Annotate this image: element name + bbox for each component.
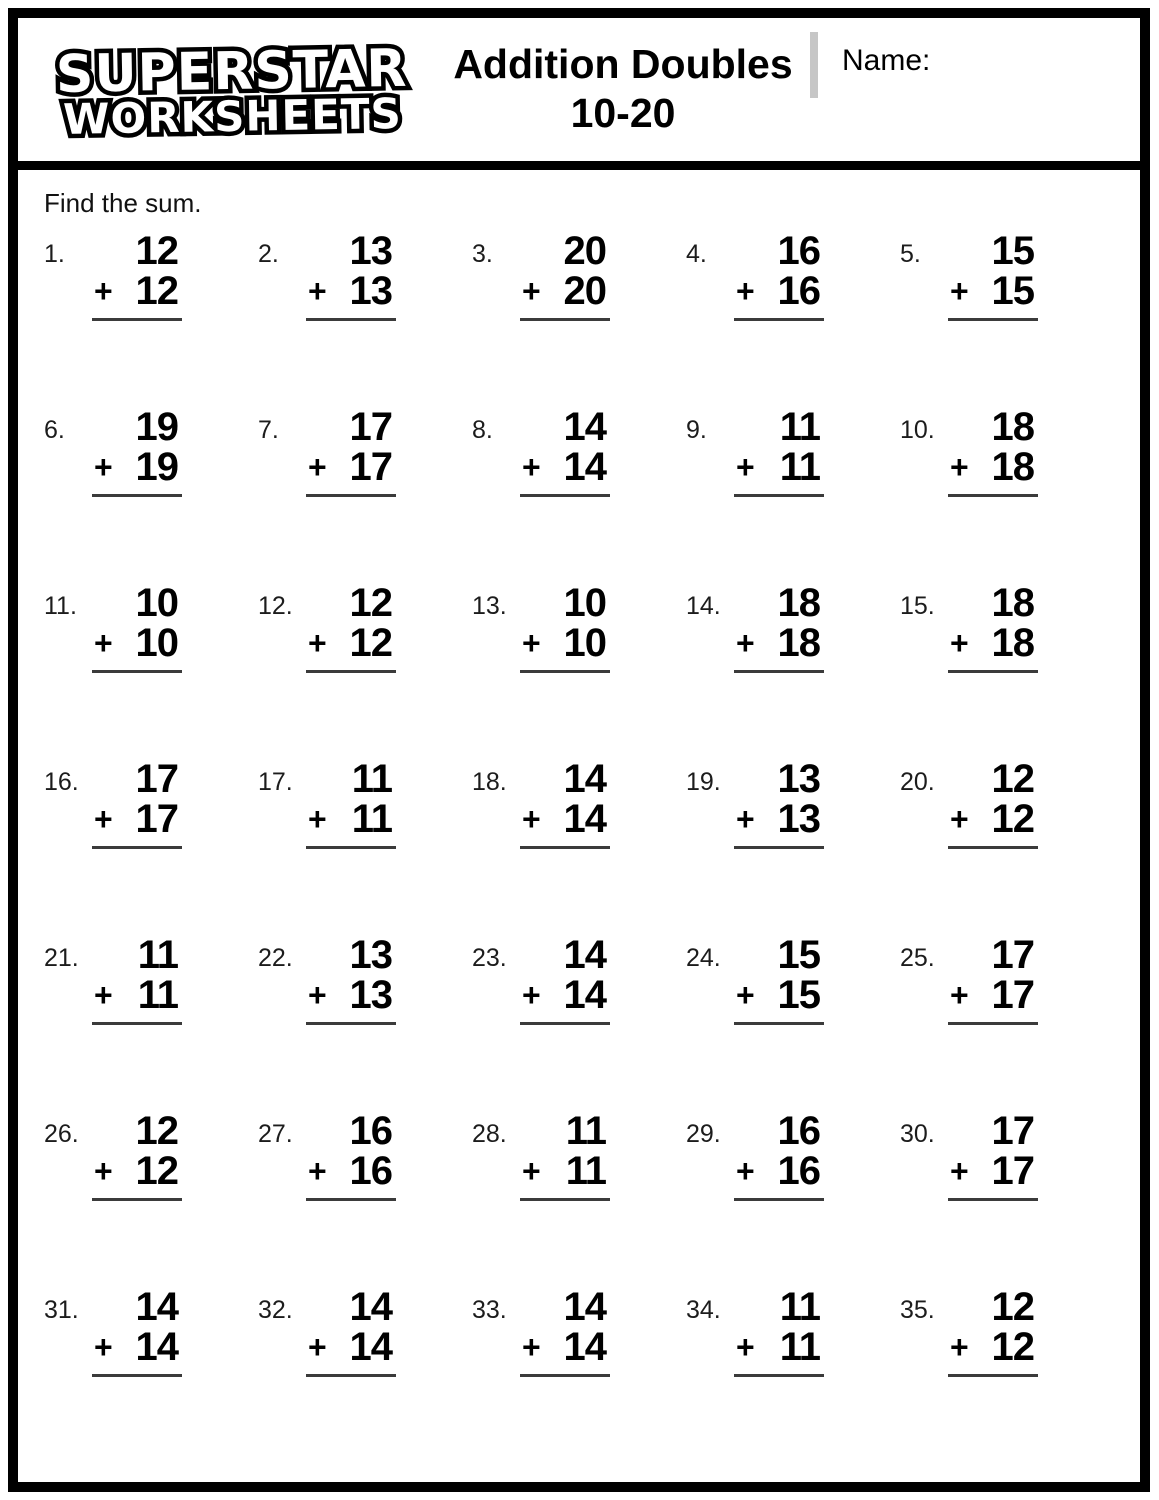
problem (258, 1111, 472, 1287)
addend-top: 14 (563, 405, 606, 449)
addend-bottom-row (306, 1327, 396, 1367)
addend-top: 19 (135, 405, 178, 449)
problem (686, 583, 900, 759)
addend-bottom-row (734, 975, 824, 1015)
problem-body (92, 407, 182, 497)
plus-icon: + (308, 625, 327, 661)
addend-bottom: 16 (777, 1149, 820, 1193)
plus-icon: + (94, 1153, 113, 1189)
addend-top: 20 (563, 229, 606, 273)
addend-bottom: 17 (991, 973, 1034, 1017)
addend-bottom: 12 (349, 621, 392, 665)
addend-bottom: 16 (349, 1149, 392, 1193)
addend-top: 14 (563, 757, 606, 801)
header (18, 18, 1140, 170)
addend-bottom: 17 (991, 1149, 1034, 1193)
addend-top: 12 (135, 1109, 178, 1153)
problem-number: 24. (686, 944, 721, 972)
answer-line (306, 1374, 396, 1377)
addend-bottom-row (92, 975, 182, 1015)
addend-top: 11 (565, 1109, 606, 1153)
problem-body (734, 407, 824, 497)
addend-bottom: 12 (991, 1325, 1034, 1369)
addend-bottom: 14 (563, 445, 606, 489)
addend-bottom-row (92, 1327, 182, 1367)
addend-bottom-row (734, 447, 824, 487)
plus-icon: + (736, 1153, 755, 1189)
addend-bottom: 12 (135, 269, 178, 313)
addend-top: 17 (991, 1109, 1034, 1153)
problem-number: 7. (258, 416, 279, 444)
problem-number: 21. (44, 944, 79, 972)
plus-icon: + (522, 801, 541, 837)
plus-icon: + (308, 1329, 327, 1365)
addend-bottom-row (306, 623, 396, 663)
answer-line (520, 846, 610, 849)
superstar-worksheets-logo (17, 14, 437, 164)
addend-bottom-row (948, 1327, 1038, 1367)
problem-number: 19. (686, 768, 721, 796)
problem-body (948, 583, 1038, 673)
addend-top: 14 (563, 1285, 606, 1329)
plus-icon: + (950, 625, 969, 661)
addend-top: 18 (991, 581, 1034, 625)
problem-body (92, 935, 182, 1025)
addend-bottom: 16 (777, 269, 820, 313)
answer-line (734, 846, 824, 849)
problem (686, 407, 900, 583)
problem-number: 22. (258, 944, 293, 972)
addend-top: 17 (135, 757, 178, 801)
plus-icon: + (94, 977, 113, 1013)
addend-bottom: 13 (349, 973, 392, 1017)
problem-body (520, 583, 610, 673)
problem (686, 935, 900, 1111)
problem-number: 33. (472, 1296, 507, 1324)
addend-top: 18 (777, 581, 820, 625)
plus-icon: + (522, 977, 541, 1013)
addend-top: 14 (563, 933, 606, 977)
problem-number: 34. (686, 1296, 721, 1324)
problem-number: 1. (44, 240, 65, 268)
problem-body (92, 583, 182, 673)
problem-number: 4. (686, 240, 707, 268)
problem-number: 9. (686, 416, 707, 444)
addend-bottom-row (306, 799, 396, 839)
problem-body (734, 759, 824, 849)
addend-bottom-row (520, 447, 610, 487)
addend-bottom-row (306, 447, 396, 487)
problem-body (520, 759, 610, 849)
answer-line (948, 1374, 1038, 1377)
answer-line (92, 1198, 182, 1201)
plus-icon: + (522, 625, 541, 661)
problem (44, 1111, 258, 1287)
problem-body (306, 231, 396, 321)
answer-line (306, 670, 396, 673)
answer-line (734, 670, 824, 673)
addend-bottom-row (734, 1327, 824, 1367)
problem-number: 11. (44, 592, 77, 620)
addend-top: 11 (779, 405, 820, 449)
addend-bottom-row (306, 271, 396, 311)
problem (44, 935, 258, 1111)
problem-body (948, 759, 1038, 849)
problem-number: 32. (258, 1296, 293, 1324)
problem-body (306, 1111, 396, 1201)
answer-line (306, 494, 396, 497)
problem-number: 17. (258, 768, 293, 796)
problem (472, 1287, 686, 1463)
problem (686, 759, 900, 935)
problem-number: 35. (900, 1296, 935, 1324)
problem (686, 1287, 900, 1463)
name-divider-bar (810, 32, 818, 98)
plus-icon: + (94, 1329, 113, 1365)
addend-top: 12 (991, 1285, 1034, 1329)
addend-top: 17 (991, 933, 1034, 977)
problem (44, 407, 258, 583)
plus-icon: + (950, 449, 969, 485)
problem (900, 407, 1114, 583)
addend-bottom: 15 (777, 973, 820, 1017)
problem-body (948, 1111, 1038, 1201)
answer-line (92, 1022, 182, 1025)
problem-body (92, 1111, 182, 1201)
problem (472, 407, 686, 583)
problem-number: 5. (900, 240, 921, 268)
addend-bottom-row (520, 975, 610, 1015)
problem-number: 18. (472, 768, 507, 796)
answer-line (306, 318, 396, 321)
problem-number: 15. (900, 592, 935, 620)
addend-bottom: 12 (991, 797, 1034, 841)
name-area (810, 18, 1140, 161)
addend-top: 18 (991, 405, 1034, 449)
addend-bottom-row (948, 975, 1038, 1015)
addend-bottom: 18 (991, 445, 1034, 489)
problem-number: 14. (686, 592, 721, 620)
problem-body (948, 935, 1038, 1025)
addend-top: 10 (135, 581, 178, 625)
problem (472, 1111, 686, 1287)
addend-bottom-row (520, 799, 610, 839)
problem-number: 16. (44, 768, 79, 796)
plus-icon: + (522, 1329, 541, 1365)
plus-icon: + (736, 1329, 755, 1365)
plus-icon: + (736, 625, 755, 661)
problem-number: 26. (44, 1120, 79, 1148)
addend-top: 16 (777, 1109, 820, 1153)
addend-top: 13 (349, 229, 392, 273)
addend-bottom-row (948, 623, 1038, 663)
problem-body (92, 1287, 182, 1377)
addend-bottom-row (520, 623, 610, 663)
addend-bottom-row (734, 271, 824, 311)
problem-number: 2. (258, 240, 279, 268)
answer-line (92, 494, 182, 497)
addend-bottom-row (520, 1327, 610, 1367)
addend-bottom-row (948, 799, 1038, 839)
addend-bottom: 15 (991, 269, 1034, 313)
addend-top: 14 (135, 1285, 178, 1329)
problem-body (948, 231, 1038, 321)
problem-body (520, 1287, 610, 1377)
answer-line (734, 318, 824, 321)
problem-number: 31. (44, 1296, 79, 1324)
addend-bottom-row (306, 1151, 396, 1191)
problem-body (734, 935, 824, 1025)
plus-icon: + (950, 1329, 969, 1365)
plus-icon: + (308, 449, 327, 485)
plus-icon: + (94, 625, 113, 661)
addend-bottom-row (948, 1151, 1038, 1191)
addend-bottom: 11 (779, 445, 820, 489)
addend-top: 16 (777, 229, 820, 273)
plus-icon: + (308, 801, 327, 837)
addend-bottom: 17 (135, 797, 178, 841)
answer-line (92, 1374, 182, 1377)
addend-bottom: 18 (991, 621, 1034, 665)
answer-line (734, 1198, 824, 1201)
plus-icon: + (950, 801, 969, 837)
answer-line (734, 1374, 824, 1377)
problem-number: 23. (472, 944, 507, 972)
problem-body (306, 935, 396, 1025)
plus-icon: + (94, 801, 113, 837)
problem (900, 231, 1114, 407)
problem-body (92, 759, 182, 849)
plus-icon: + (94, 273, 113, 309)
problem (258, 407, 472, 583)
addend-bottom-row (92, 447, 182, 487)
problem-body (520, 231, 610, 321)
problem-number: 6. (44, 416, 65, 444)
plus-icon: + (522, 273, 541, 309)
answer-line (734, 494, 824, 497)
plus-icon: + (308, 1153, 327, 1189)
title-line-1: Addition Doubles (453, 41, 793, 87)
problem-body (734, 1111, 824, 1201)
problem-body (734, 583, 824, 673)
answer-line (734, 1022, 824, 1025)
problem-body (948, 1287, 1038, 1377)
problem-number: 27. (258, 1120, 293, 1148)
answer-line (306, 1022, 396, 1025)
problem (900, 759, 1114, 935)
addend-top: 11 (137, 933, 178, 977)
plus-icon: + (950, 1153, 969, 1189)
problem (258, 935, 472, 1111)
addend-bottom-row (948, 447, 1038, 487)
plus-icon: + (94, 449, 113, 485)
problem-body (306, 407, 396, 497)
addend-bottom: 11 (351, 797, 392, 841)
answer-line (92, 846, 182, 849)
problem-number: 28. (472, 1120, 507, 1148)
answer-line (948, 318, 1038, 321)
problem-number: 30. (900, 1120, 935, 1148)
answer-line (306, 846, 396, 849)
problem-body (306, 1287, 396, 1377)
addend-top: 10 (563, 581, 606, 625)
problem (472, 231, 686, 407)
addend-bottom-row (306, 975, 396, 1015)
problem (686, 1111, 900, 1287)
problem-number: 12. (258, 592, 293, 620)
answer-line (306, 1198, 396, 1201)
plus-icon: + (308, 977, 327, 1013)
problem (44, 759, 258, 935)
addend-top: 15 (777, 933, 820, 977)
addend-bottom: 17 (349, 445, 392, 489)
plus-icon: + (736, 977, 755, 1013)
page-title (436, 18, 810, 161)
addend-bottom: 14 (349, 1325, 392, 1369)
problem-body (734, 231, 824, 321)
problem (900, 583, 1114, 759)
problem-body (520, 935, 610, 1025)
addend-bottom: 11 (565, 1149, 606, 1193)
answer-line (520, 1198, 610, 1201)
problem-number: 10. (900, 416, 935, 444)
page-frame (8, 8, 1150, 1492)
problem-body (520, 1111, 610, 1201)
addend-bottom-row (520, 1151, 610, 1191)
plus-icon: + (736, 801, 755, 837)
problem-number: 25. (900, 944, 935, 972)
problem-body (948, 407, 1038, 497)
problem (900, 1111, 1114, 1287)
instruction-text: Find the sum. (44, 188, 202, 218)
problem-number: 20. (900, 768, 935, 796)
worksheet-body (18, 170, 1140, 1482)
problem (258, 1287, 472, 1463)
answer-line (948, 1022, 1038, 1025)
addend-top: 12 (991, 757, 1034, 801)
addend-bottom: 10 (563, 621, 606, 665)
addend-top: 13 (777, 757, 820, 801)
addend-bottom-row (520, 271, 610, 311)
addend-bottom-row (92, 1151, 182, 1191)
addend-bottom-row (92, 623, 182, 663)
problem (44, 583, 258, 759)
problem-number: 29. (686, 1120, 721, 1148)
answer-line (520, 494, 610, 497)
problem (44, 1287, 258, 1463)
addend-bottom: 19 (135, 445, 178, 489)
problem-number: 13. (472, 592, 507, 620)
addend-bottom-row (734, 799, 824, 839)
name-label: Name: (842, 44, 931, 77)
plus-icon: + (522, 1153, 541, 1189)
answer-line (520, 1374, 610, 1377)
addend-top: 11 (351, 757, 392, 801)
addend-bottom-row (734, 1151, 824, 1191)
answer-line (520, 670, 610, 673)
addend-bottom: 12 (135, 1149, 178, 1193)
addend-bottom: 13 (777, 797, 820, 841)
addend-top: 17 (349, 405, 392, 449)
addend-top: 12 (135, 229, 178, 273)
addend-top: 15 (991, 229, 1034, 273)
addend-bottom-row (948, 271, 1038, 311)
plus-icon: + (950, 273, 969, 309)
addend-bottom: 13 (349, 269, 392, 313)
addend-bottom-row (92, 799, 182, 839)
addend-bottom: 14 (135, 1325, 178, 1369)
problem-body (520, 407, 610, 497)
problem-body (306, 759, 396, 849)
addend-bottom: 20 (563, 269, 606, 313)
addend-top: 16 (349, 1109, 392, 1153)
problem (472, 935, 686, 1111)
problem-body (306, 583, 396, 673)
addend-bottom: 14 (563, 973, 606, 1017)
addend-bottom: 11 (779, 1325, 820, 1369)
answer-line (948, 846, 1038, 849)
problem (258, 583, 472, 759)
answer-line (92, 670, 182, 673)
problem (900, 935, 1114, 1111)
title-line-2: 10-20 (570, 90, 676, 137)
logo-line-2: WORKSHEETS (62, 88, 403, 144)
answer-line (948, 494, 1038, 497)
problem (258, 231, 472, 407)
plus-icon: + (308, 273, 327, 309)
answer-line (948, 670, 1038, 673)
problem (472, 583, 686, 759)
problem-number: 3. (472, 240, 493, 268)
problem (900, 1287, 1114, 1463)
problem (472, 759, 686, 935)
plus-icon: + (736, 273, 755, 309)
plus-icon: + (950, 977, 969, 1013)
addend-top: 11 (779, 1285, 820, 1329)
logo-line-1: SUPERSTAR (55, 38, 408, 105)
problems-grid (44, 231, 1114, 1463)
problem-body (92, 231, 182, 321)
addend-top: 12 (349, 581, 392, 625)
plus-icon: + (736, 449, 755, 485)
answer-line (92, 318, 182, 321)
addend-top: 14 (349, 1285, 392, 1329)
addend-bottom: 14 (563, 1325, 606, 1369)
problem (258, 759, 472, 935)
addend-bottom: 11 (137, 973, 178, 1017)
problem-number: 8. (472, 416, 493, 444)
addend-bottom: 10 (135, 621, 178, 665)
problem (44, 231, 258, 407)
answer-line (520, 1022, 610, 1025)
plus-icon: + (522, 449, 541, 485)
problem (686, 231, 900, 407)
addend-bottom: 14 (563, 797, 606, 841)
addend-bottom: 18 (777, 621, 820, 665)
problem-body (734, 1287, 824, 1377)
addend-bottom-row (734, 623, 824, 663)
addend-top: 13 (349, 933, 392, 977)
answer-line (948, 1198, 1038, 1201)
answer-line (520, 318, 610, 321)
addend-bottom-row (92, 271, 182, 311)
